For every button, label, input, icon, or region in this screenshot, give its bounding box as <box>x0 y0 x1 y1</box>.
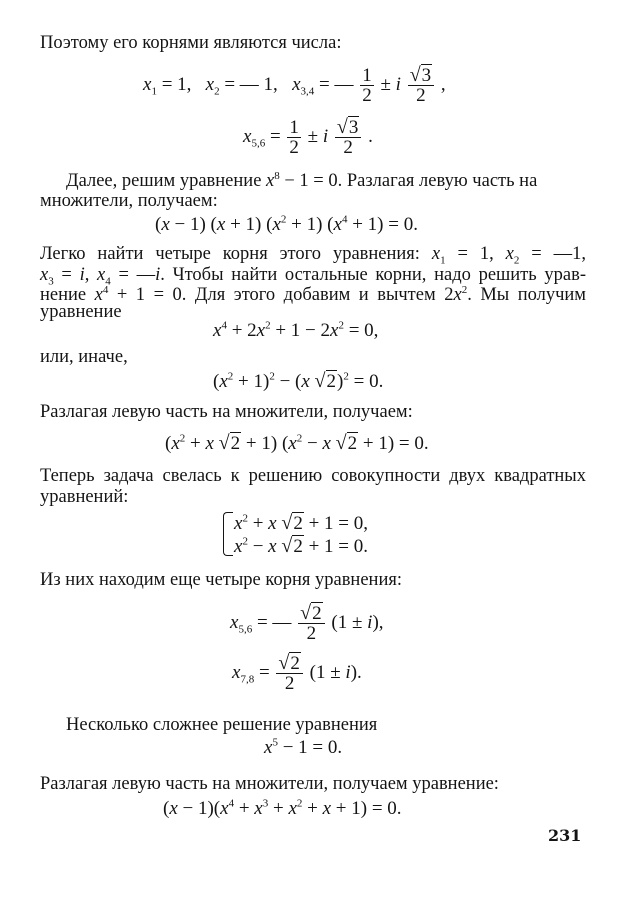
formula-add-subtract: $x^4 + 2x^2 + 1 - 2x^2 = 0$, <box>213 319 379 341</box>
paragraph-roots-intro: Поэтому его корнями являются числа: <box>40 33 342 53</box>
paragraph-factor-equation: Разлагая левую часть на множители, получаем уравнение: <box>40 774 499 794</box>
paragraph-next-equation-cont: множители, получаем: <box>40 191 218 211</box>
system-brace <box>223 512 233 556</box>
formula-x5-minus-1: $x^5 - 1 = 0$. <box>264 736 343 758</box>
formula-quadratic-product: ($x^2 + x$ √2 + 1) ($x^2 - x$ √2 + 1) = 0. <box>165 432 429 454</box>
paragraph-four-roots-3: нение $x^4 + 1 = 0$. Для этого добавим и вычтем $2x^2$. Мы получим <box>40 283 587 305</box>
formula-difference-squares: $(x^2 + 1)^2 - (x$ √2)$^2$ = 0. <box>213 370 384 392</box>
paragraph-four-roots-2: $x_3 = i$, $x_4$ = —i. Чтобы найти остальные корни, надо решить урав- <box>40 265 587 288</box>
paragraph-system-cont: уравнений: <box>40 487 129 507</box>
paragraph-four-more-roots: Из них находим еще четыре корня уравнения: <box>40 570 402 590</box>
formula-system-eq2: $x^2 - x$ √2 + 1 = 0. <box>234 535 369 557</box>
paragraph-next-equation: Далее, решим уравнение $x^8 - 1 = 0$. Разлагая левую часть на <box>66 169 538 191</box>
formula-x5-factorization: $(x - 1)(x^4 + x^3 + x^2 + x + 1) = 0$. <box>163 797 402 819</box>
formula-roots-x7-x8: $x_{7,8}$ = $\frac{√2}{2}$ (1 ± i). <box>232 652 362 694</box>
paragraph-four-roots-4: уравнение <box>40 302 122 322</box>
page-number: 231 <box>548 826 582 845</box>
formula-roots-x5-x6: $x_{5,6}$ = $\frac{1}{2}$ ± i $\frac{√3}{2}$ . <box>243 116 373 158</box>
paragraph-otherwise: или, иначе, <box>40 347 128 367</box>
paragraph-four-roots: Легко найти четыре корня этого уравнения: $x_1 = 1$, $x_2$ = —1, <box>40 244 587 267</box>
formula-roots-x5-x6-b: $x_{5,6}$ = — $\frac{√2}{2}$ (1 ± i), <box>230 602 384 644</box>
paragraph-harder: Несколько сложнее решение уравнения <box>66 715 378 735</box>
formula-factorization-x8: (x − 1) (x + 1) $(x^2 + 1) (x^4 + 1) = 0$. <box>155 213 418 235</box>
paragraph-factor-left: Разлагая левую часть на множители, получаем: <box>40 402 413 422</box>
formula-roots-x1-x4: $x_1 = 1$, $x_2$ = — 1, $x_{3,4}$ = — $\frac{1}{2}$ ± i $\frac{√3}{2}$ , <box>143 64 446 106</box>
formula-system-eq1: $x^2 + x$ √2 + 1 = 0, <box>234 512 369 534</box>
paragraph-system: Теперь задача свелась к решению совокупности двух квадратных <box>40 466 586 486</box>
